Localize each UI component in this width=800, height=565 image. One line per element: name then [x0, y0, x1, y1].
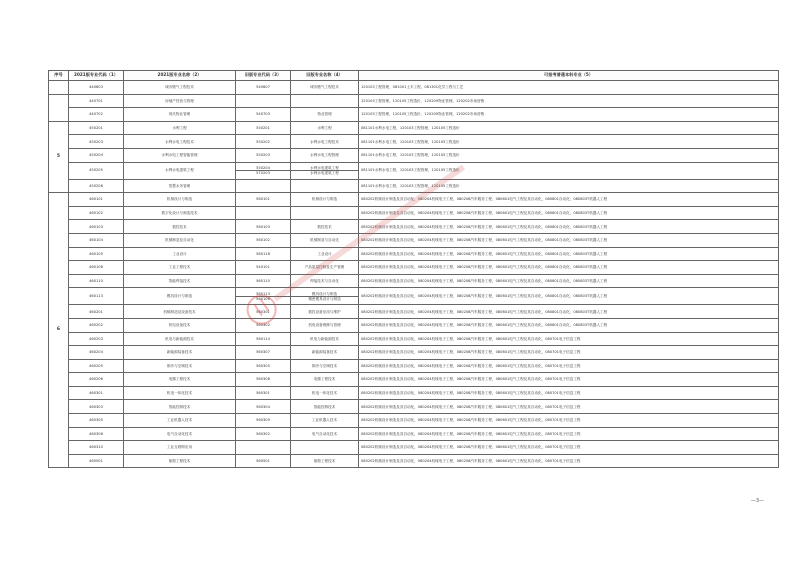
cell-eligible-majors: 080202机械设计制造及其自动化，080204机械电子工程，080208汽车服务工程，080601电气工程及其自动化，080701电子信息工程 — [359, 359, 779, 373]
cell-old-name — [291, 94, 359, 108]
cell-name-2021: 新能源装备技术 — [124, 346, 236, 360]
table-row — [49, 414, 779, 428]
cell-old-name: 电梯工程技术 — [291, 373, 359, 387]
cell-name-2021: 工业互联网应用 — [124, 441, 236, 455]
cell-old-code: 560110 — [236, 274, 291, 288]
cell-old-code: 560301 — [236, 305, 291, 319]
cell-eligible-majors: 080202机械设计制造及其自动化，080204机械电子工程，080208汽车服务工程，080601电气工程及其自动化，080701电子信息工程 — [359, 346, 779, 360]
cell-name-2021: 水利工程 — [124, 121, 236, 135]
cell-name-2021: 电气自动化技术 — [124, 427, 236, 441]
cell-old-name: 电气自动化技术 — [291, 427, 359, 441]
table-row — [49, 148, 779, 162]
cell-code-2021: 460102 — [69, 206, 124, 220]
table-row — [49, 274, 779, 288]
header-code-2021: 2021版专业代码（1） — [69, 71, 124, 81]
cell-eligible-majors: 080202机械设计制造及其自动化，080204机械电子工程，080208汽车服务工程，080601电气工程及其自动化，080701电子信息工程 — [359, 454, 779, 468]
cell-old-code: 560101 — [236, 193, 291, 207]
table-row — [49, 332, 779, 346]
table-row — [49, 121, 779, 135]
cell-code-2021: 460204 — [69, 346, 124, 360]
old-code-entry: 560113 — [256, 291, 270, 296]
cell-code-2021: 450205 — [69, 162, 124, 179]
table-row — [49, 162, 779, 179]
cell-eligible-majors: 081101水利水电工程，120103工程管理，120105工程造价 — [359, 179, 779, 193]
cell-old-code: 560304 — [236, 400, 291, 414]
cell-old-name: 数控技术 — [291, 220, 359, 234]
table-row — [49, 108, 779, 122]
cell-old-code: 540607 — [236, 81, 291, 95]
major-mapping-table — [48, 70, 779, 468]
cell-old-code — [236, 288, 291, 305]
cell-code-2021: 460104 — [69, 233, 124, 247]
cell-eligible-majors: 080202机械设计制造及其自动化，080204机械电子工程，080208汽车服务工程，080601电气工程及其自动化，080801自动化，080803T机器人工程 — [359, 318, 779, 332]
cell-old-code: 560118 — [236, 247, 291, 261]
cell-name-2021: 智慧水务管理 — [124, 179, 236, 193]
table-row — [49, 454, 779, 468]
cell-old-code — [236, 162, 291, 179]
cell-old-name: 水利水电工程管理 — [291, 148, 359, 162]
cell-old-name: 智能控制技术 — [291, 400, 359, 414]
cell-name-2021: 工业工程技术 — [124, 261, 236, 275]
cell-name-2021: 机械制造及自动化 — [124, 233, 236, 247]
cell-old-code: 560308 — [236, 373, 291, 387]
cell-eligible-majors: 120103工程管理，081001土木工程，081301化学工程与工艺 — [359, 81, 779, 95]
cell-old-name — [291, 162, 359, 179]
cell-code-2021: 460305 — [69, 414, 124, 428]
cell-old-name: 机电设备维修与管理 — [291, 318, 359, 332]
cell-old-code — [236, 179, 291, 193]
cell-old-name: 新能源装备技术 — [291, 346, 359, 360]
old-code-entry: 570203 — [236, 170, 290, 175]
cell-old-code: 560103 — [236, 220, 291, 234]
table-row — [49, 373, 779, 387]
group-number — [49, 94, 69, 121]
cell-old-name: 焊接技术与自动化 — [291, 274, 359, 288]
cell-old-code: 550203 — [236, 148, 291, 162]
cell-old-name — [291, 288, 359, 305]
table-row — [49, 135, 779, 149]
cell-old-code: 560302 — [236, 318, 291, 332]
cell-code-2021: 460501 — [69, 454, 124, 468]
document-sheet — [48, 70, 778, 468]
cell-name-2021: 工业机器人技术 — [124, 414, 236, 428]
table-row — [49, 261, 779, 275]
cell-name-2021: 电梯工程技术 — [124, 373, 236, 387]
cell-code-2021: 460206 — [69, 373, 124, 387]
cell-old-code: 560501 — [236, 454, 291, 468]
cell-code-2021: 460203 — [69, 332, 124, 346]
table-row — [49, 233, 779, 247]
table-row — [49, 179, 779, 193]
cell-old-code: 560102 — [236, 233, 291, 247]
cell-code-2021: 450208 — [69, 179, 124, 193]
cell-eligible-majors: 080202机械设计制造及其自动化，080204机械电子工程，080208汽车服务工程，080601电气工程及其自动化，080801自动化，080803T机器人工程 — [359, 193, 779, 207]
cell-name-2021: 数字化设计与制造技术 — [124, 206, 236, 220]
cell-code-2021: 460113 — [69, 288, 124, 305]
page-number: —3— — [750, 498, 764, 504]
cell-code-2021: 440701 — [69, 94, 124, 108]
table-row — [49, 386, 779, 400]
cell-old-name: 制冷与空调技术 — [291, 359, 359, 373]
header-group: 序号 — [49, 71, 69, 81]
cell-eligible-majors: 080202机械设计制造及其自动化，080204机械电子工程，080208汽车服务工程，080601电气工程及其自动化，080801自动化，080803T机器人工程 — [359, 247, 779, 261]
old-name-entry: 精密模具设计与制造 — [291, 296, 358, 301]
cell-eligible-majors: 080202机械设计制造及其自动化，080204机械电子工程，080208汽车服务工程，080601电气工程及其自动化，080801自动化，080803T机器人工程 — [359, 288, 779, 305]
table-row — [49, 193, 779, 207]
table-row — [49, 346, 779, 360]
cell-eligible-majors: 081101水利水电工程，120103工程管理，120105工程造价 — [359, 121, 779, 135]
table-row — [49, 220, 779, 234]
cell-old-name: 机电一体化技术 — [291, 386, 359, 400]
cell-eligible-majors: 080202机械设计制造及其自动化，080204机械电子工程，080208汽车服务工程，080601电气工程及其自动化，080801自动化，080803T机器人工程 — [359, 206, 779, 220]
cell-eligible-majors: 080202机械设计制造及其自动化，080204机械电子工程，080208汽车服务工程，080601电气工程及其自动化，080801自动化，080803T机器人工程 — [359, 220, 779, 234]
cell-name-2021: 机械制造及设备技术 — [124, 305, 236, 319]
cell-code-2021: 460108 — [69, 261, 124, 275]
cell-eligible-majors: 080202机械设计制造及其自动化，080204机械电子工程，080208汽车服务工程，080601电气工程及其自动化，080701电子信息工程 — [359, 373, 779, 387]
cell-eligible-majors: 080202机械设计制造及其自动化，080204机械电子工程，080208汽车服务工程，080601电气工程及其自动化，080801自动化，080803T机器人工程 — [359, 274, 779, 288]
cell-eligible-majors: 081101水利水电工程，120103工程管理，120105工程造价 — [359, 135, 779, 149]
table-row — [49, 318, 779, 332]
old-name-entry: 水利水电建筑工程 — [291, 170, 358, 175]
cell-code-2021: 450201 — [69, 121, 124, 135]
cell-old-name: 机电与新能源技术 — [291, 332, 359, 346]
table-header-row — [49, 71, 779, 81]
cell-eligible-majors: 120103工程管理，120105工程造价，120209物业管理，120202市场营销 — [359, 108, 779, 122]
cell-name-2021: 数控技术 — [124, 220, 236, 234]
cell-old-code: 560309 — [236, 414, 291, 428]
table-row — [49, 305, 779, 319]
cell-eligible-majors: 120103工程管理，120105工程造价，120209物业管理，120202市场营销 — [359, 94, 779, 108]
cell-old-name: 数控设备应用与维护 — [291, 305, 359, 319]
cell-eligible-majors: 080202机械设计制造及其自动化，080204机械电子工程，080208汽车服务工程，080601电气工程及其自动化，080701电子信息工程 — [359, 332, 779, 346]
table-row — [49, 94, 779, 108]
header-name-2021: 2021版专业名称（2） — [124, 71, 236, 81]
cell-name-2021: 水利水电工程智能管理 — [124, 148, 236, 162]
table-row — [49, 81, 779, 95]
table-row — [49, 359, 779, 373]
cell-eligible-majors: 080202机械设计制造及其自动化，080204机械电子工程，080208汽车服务工程，080601电气工程及其自动化，080801自动化，080803T机器人工程 — [359, 261, 779, 275]
cell-old-name: 水利水电工程技术 — [291, 135, 359, 149]
cell-old-code: 560307 — [236, 346, 291, 360]
cell-eligible-majors: 080202机械设计制造及其自动化，080204机械电子工程，080208汽车服务工程，080601电气工程及其自动化，080701电子信息工程 — [359, 386, 779, 400]
cell-name-2021: 机电一体化技术 — [124, 386, 236, 400]
cell-code-2021: 450203 — [69, 135, 124, 149]
cell-eligible-majors: 081101水利水电工程，120103工程管理，120105工程造价 — [359, 162, 779, 179]
cell-old-code: 550202 — [236, 135, 291, 149]
cell-name-2021: 工业设计 — [124, 247, 236, 261]
group-number: 6 — [49, 193, 69, 468]
cell-code-2021: 440603 — [69, 81, 124, 95]
cell-code-2021: 460201 — [69, 305, 124, 319]
cell-old-name: 工业设计 — [291, 247, 359, 261]
cell-old-name — [291, 441, 359, 455]
cell-old-name — [291, 206, 359, 220]
cell-name-2021: 智能焊接技术 — [124, 274, 236, 288]
cell-old-code: 560114 — [236, 332, 291, 346]
cell-name-2021: 城市燃气工程技术 — [124, 81, 236, 95]
table-row — [49, 400, 779, 414]
table-row — [49, 288, 779, 305]
cell-old-name: 产品质量控制及生产管理 — [291, 261, 359, 275]
cell-old-name: 工业机器人技术 — [291, 414, 359, 428]
cell-name-2021: 房地产经营与管理 — [124, 94, 236, 108]
cell-old-name: 城市燃气工程技术 — [291, 81, 359, 95]
table-row — [49, 206, 779, 220]
cell-old-name: 机械制造与自动化 — [291, 233, 359, 247]
header-majors: 可报考普通本科专业（5） — [359, 71, 779, 81]
cell-old-name: 船舶工程技术 — [291, 454, 359, 468]
cell-eligible-majors: 080202机械设计制造及其自动化，080204机械电子工程，080208汽车服务工程，080601电气工程及其自动化，080701电子信息工程 — [359, 414, 779, 428]
cell-name-2021: 水利水电建筑工程 — [124, 162, 236, 179]
cell-code-2021: 460306 — [69, 427, 124, 441]
cell-name-2021: 智能控制技术 — [124, 400, 236, 414]
cell-name-2021: 船舶工程技术 — [124, 454, 236, 468]
cell-old-name: 物业管理 — [291, 108, 359, 122]
table-row — [49, 441, 779, 455]
cell-code-2021: 460303 — [69, 400, 124, 414]
cell-old-code: 560302 — [236, 427, 291, 441]
cell-code-2021: 450204 — [69, 148, 124, 162]
cell-eligible-majors: 080202机械设计制造及其自动化，080204机械电子工程，080208汽车服务工程，080601电气工程及其自动化，080801自动化，080803T机器人工程 — [359, 305, 779, 319]
cell-eligible-majors: 081101水利水电工程，120103工程管理，120105工程造价 — [359, 148, 779, 162]
old-code-entry: 550204 — [256, 165, 270, 170]
table-body — [49, 81, 779, 468]
cell-old-code: 540101 — [236, 261, 291, 275]
cell-code-2021: 460101 — [69, 193, 124, 207]
header-old-code: 旧版专业代码（3） — [236, 71, 291, 81]
table-row — [49, 247, 779, 261]
cell-old-code: 550201 — [236, 121, 291, 135]
cell-code-2021: 460105 — [69, 247, 124, 261]
cell-name-2021: 机电设备技术 — [124, 318, 236, 332]
cell-old-code — [236, 94, 291, 108]
cell-code-2021: 460310 — [69, 441, 124, 455]
header-old-name: 旧版专业名称（4） — [291, 71, 359, 81]
cell-old-name: 机械设计与制造 — [291, 193, 359, 207]
old-name-entry: 水利水电建筑工程 — [310, 165, 339, 170]
cell-eligible-majors: 080202机械设计制造及其自动化，080204机械电子工程，080208汽车服务工程，080601电气工程及其自动化，080701电子信息工程 — [359, 427, 779, 441]
table-row — [49, 427, 779, 441]
cell-eligible-majors: 080202机械设计制造及其自动化，080204机械电子工程，080208汽车服务工程，080601电气工程及其自动化，080801自动化，080803T机器人工程 — [359, 233, 779, 247]
old-name-entry: 模具设计与制造 — [311, 291, 338, 296]
cell-eligible-majors: 080202机械设计制造及其自动化，080204机械电子工程，080208汽车服务工程，080601电气工程及其自动化，080701电子信息工程 — [359, 400, 779, 414]
cell-old-name: 水利工程 — [291, 121, 359, 135]
cell-old-code — [236, 206, 291, 220]
cell-code-2021: 460205 — [69, 359, 124, 373]
cell-old-code: 560301 — [236, 386, 291, 400]
cell-old-code — [236, 441, 291, 455]
cell-code-2021: 460202 — [69, 318, 124, 332]
group-number: 5 — [49, 121, 69, 192]
cell-old-name — [291, 179, 359, 193]
cell-name-2021: 水利水电工程技术 — [124, 135, 236, 149]
cell-name-2021: 模具设计与制造 — [124, 288, 236, 305]
cell-name-2021: 制冷与空调技术 — [124, 359, 236, 373]
cell-name-2021: 现代物业管理 — [124, 108, 236, 122]
group-number — [49, 81, 69, 95]
cell-eligible-majors: 080202机械设计制造及其自动化，080204机械电子工程，080208汽车服务工程，080601电气工程及其自动化，080701电子信息工程 — [359, 441, 779, 455]
cell-code-2021: 460110 — [69, 274, 124, 288]
cell-old-code: 540703 — [236, 108, 291, 122]
cell-name-2021: 机械设计与制造 — [124, 193, 236, 207]
cell-code-2021: 440702 — [69, 108, 124, 122]
old-code-entry: 560106 — [236, 296, 290, 301]
cell-old-code: 560305 — [236, 359, 291, 373]
cell-name-2021: 机电与新能源技术 — [124, 332, 236, 346]
cell-code-2021: 460301 — [69, 386, 124, 400]
cell-code-2021: 460103 — [69, 220, 124, 234]
